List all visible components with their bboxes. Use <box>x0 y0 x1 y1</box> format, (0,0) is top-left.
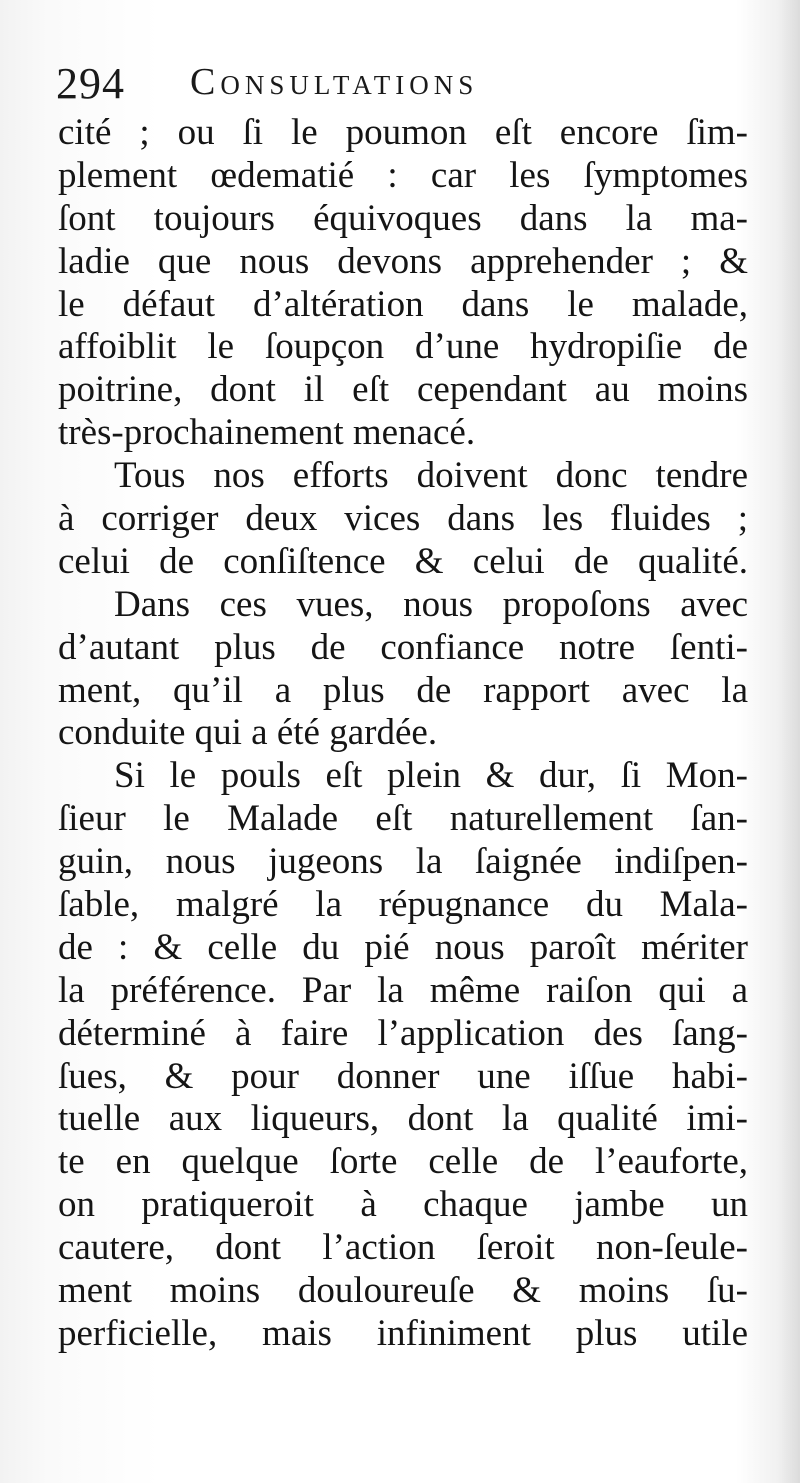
text-line: ment, qu’il a plus de rapport avec la <box>58 669 748 711</box>
text-line: Si le pouls eſt plein & dur, ſi Mon- <box>114 755 748 797</box>
text-line: cautere, dont l’action ſeroit non-ſeule- <box>58 1227 748 1269</box>
text-line: guin, nous jugeons la ſaignée indiſpen- <box>58 841 748 883</box>
text-line: conduite qui a été gardée. <box>58 712 438 754</box>
page-header <box>56 58 756 114</box>
text-line: d’autant plus de confiance notre ſenti- <box>58 626 748 668</box>
text-line: de : & celle du pié nous paroît mériter <box>58 926 748 968</box>
text-line: plement œdematié : car les ſymptomes <box>58 154 748 196</box>
text-line: déterminé à faire l’application des ſang- <box>58 1012 748 1054</box>
running-head: Consultations <box>190 61 479 103</box>
text-line: cité ; ou ſi le poumon eſt encore ſim- <box>58 112 748 153</box>
text-line: ladie que nous devons apprehender ; & <box>58 240 748 282</box>
page-number: 294 <box>56 59 125 108</box>
text-line: affoiblit le ſoupçon d’une hydropiſie de <box>58 326 748 368</box>
text-line: te en quelque ſorte celle de l’eauforte, <box>58 1141 748 1183</box>
text-line: on pratiqueroit à chaque jambe un <box>58 1184 748 1226</box>
text-line: poitrine, dont il eſt cependant au moins <box>58 369 748 411</box>
text-line: le défaut d’altération dans le malade, <box>58 283 748 325</box>
text-line: très-prochainement menacé. <box>58 412 476 454</box>
page-edge-shadow <box>778 0 800 1483</box>
text-line: la préférence. Par la même raiſon qui a <box>58 969 748 1011</box>
text-line: ſont toujours équivoques dans la ma- <box>58 197 748 239</box>
text-line: ment moins douloureuſe & moins ſu- <box>58 1270 748 1312</box>
text-line: Tous nos efforts doivent donc tendre <box>114 455 748 497</box>
text-line: à corriger deux vices dans les fluides ; <box>58 498 748 540</box>
body-text <box>58 112 748 1356</box>
text-line: ſues, & pour donner une iſſue habi- <box>58 1055 748 1097</box>
text-line: tuelle aux liqueurs, dont la qualité imi- <box>58 1098 748 1140</box>
text-line: celui de conſiſtence & celui de qualité. <box>58 540 748 582</box>
text-line: perficielle, mais infiniment plus utile <box>58 1312 748 1354</box>
text-line: ſable, malgré la répugnance du Mala- <box>58 884 748 926</box>
text-line: ſieur le Malade eſt naturellement ſan- <box>58 798 748 840</box>
text-line: Dans ces vues, nous propoſons avec <box>114 583 748 625</box>
